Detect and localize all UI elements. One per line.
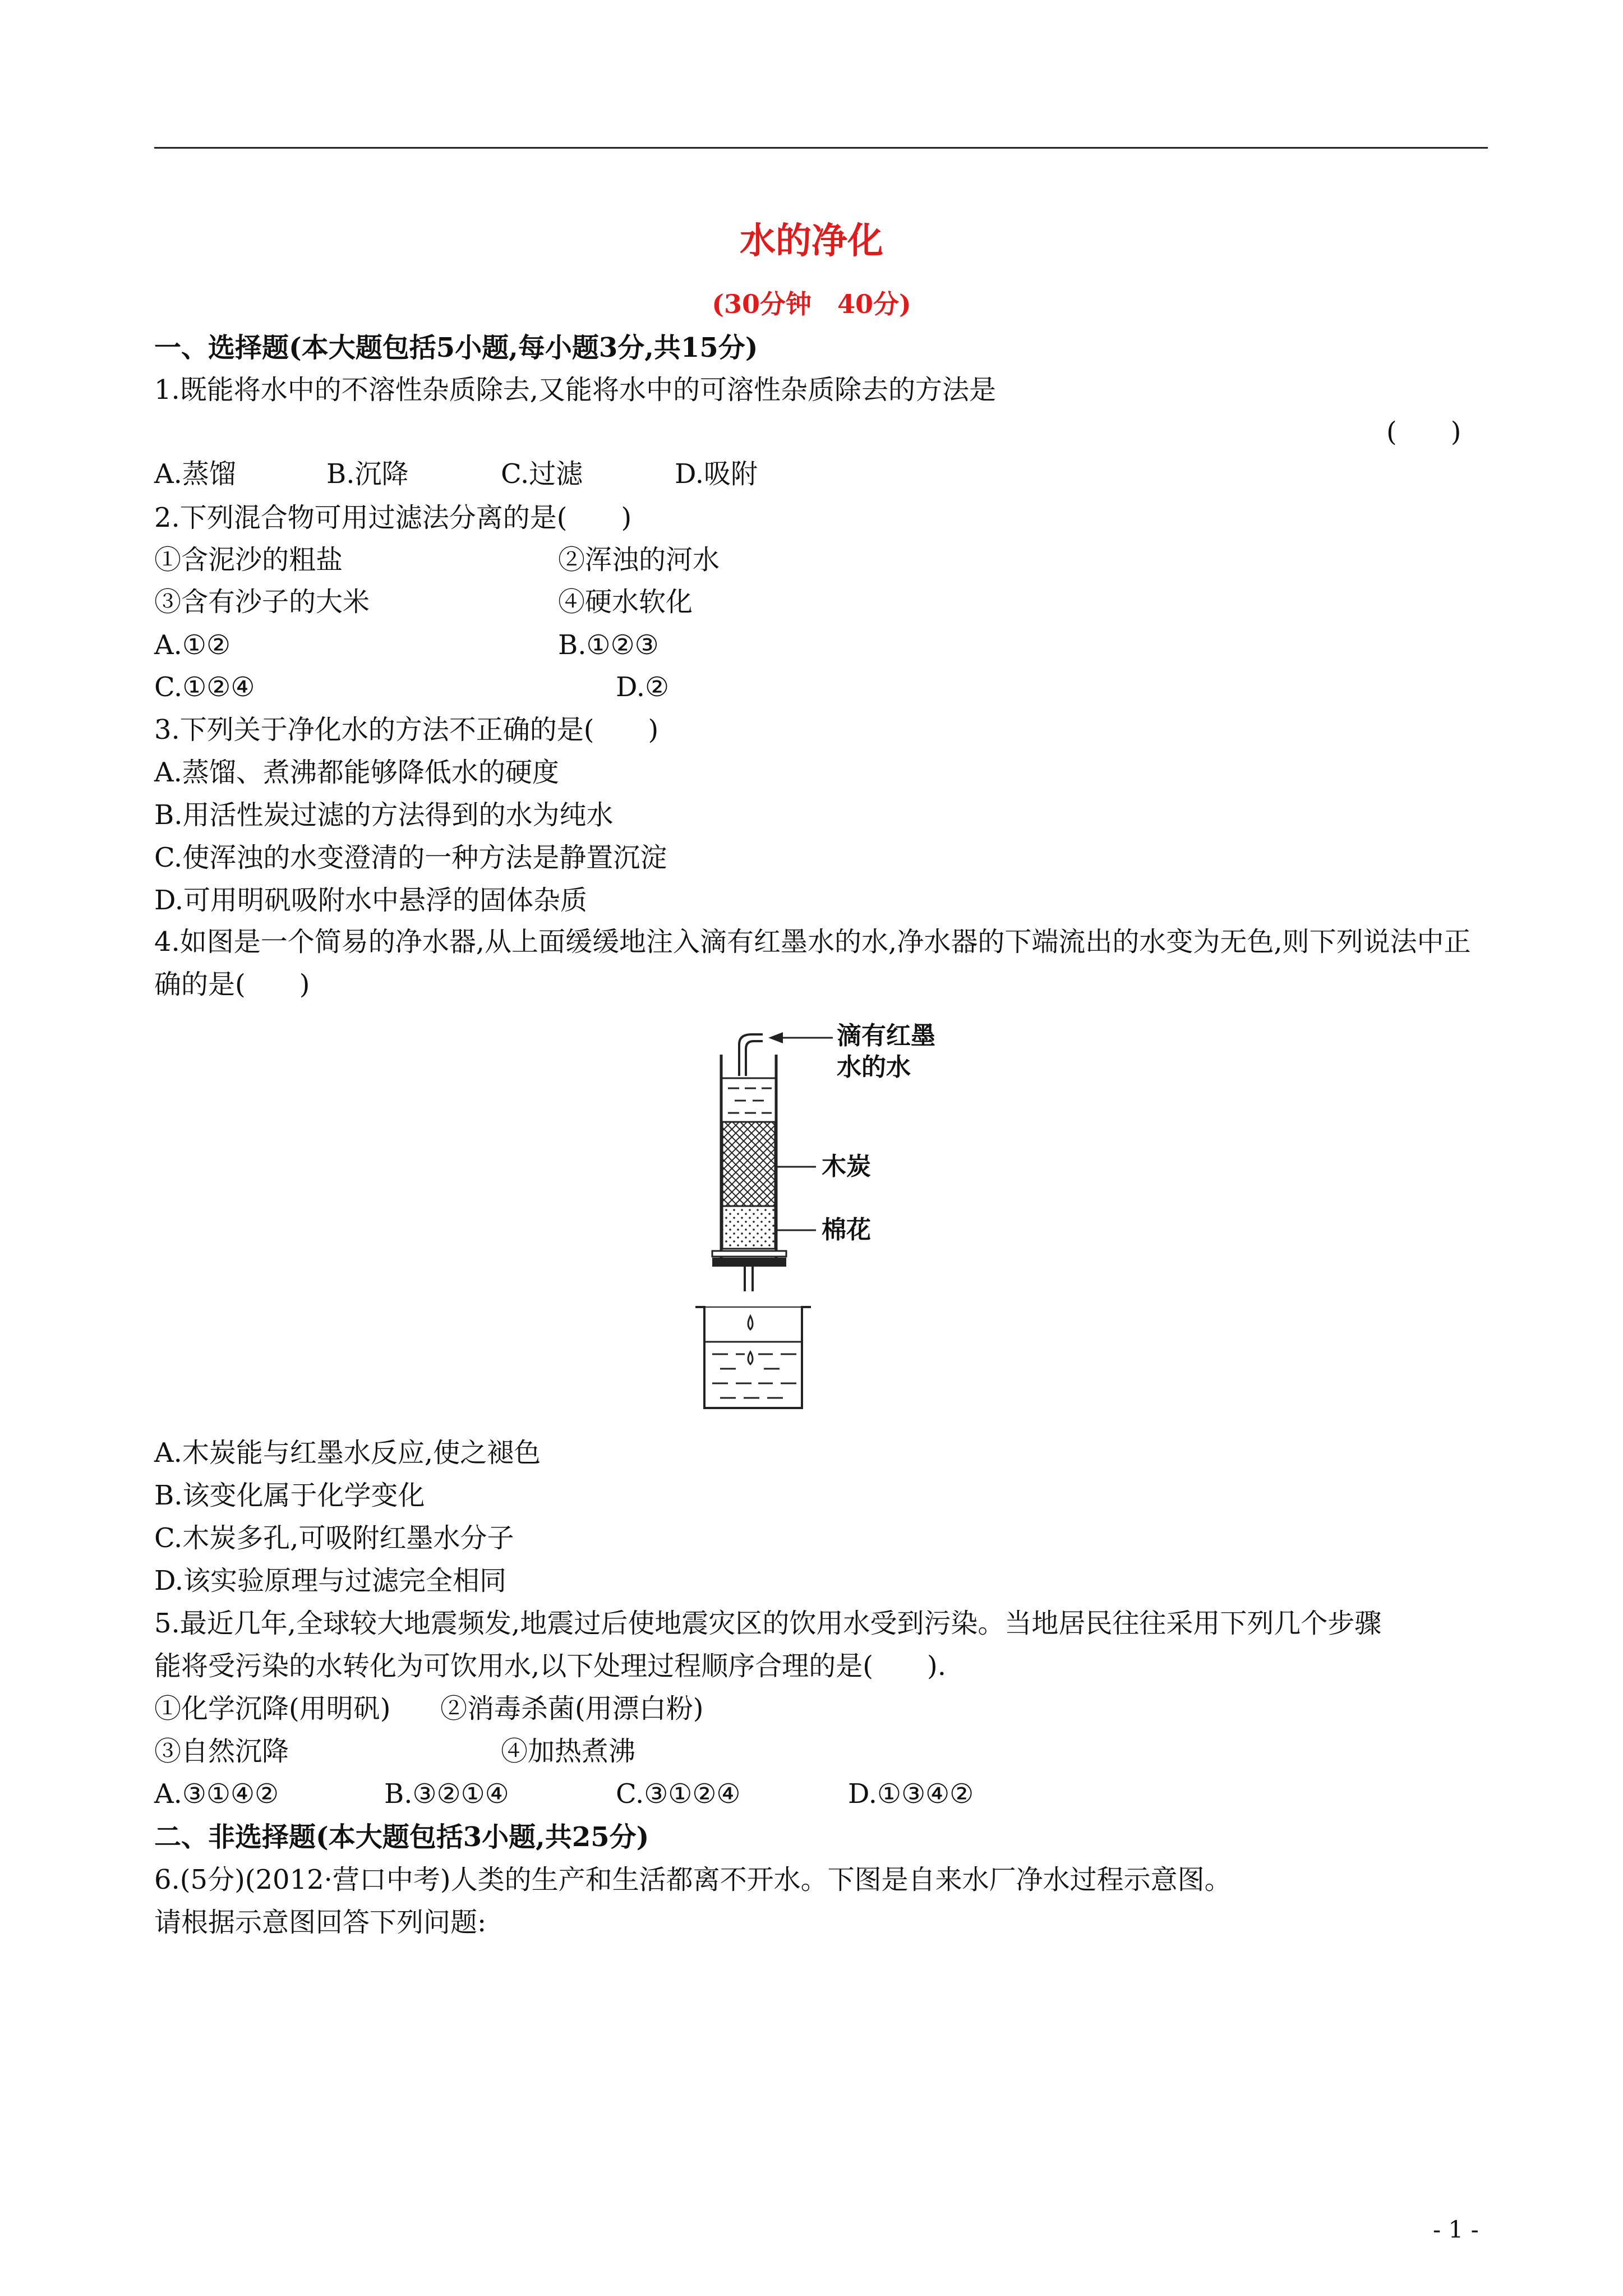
q3-option-a: A.蒸馏、煮沸都能够降低水的硬度 xyxy=(154,757,559,788)
cotton-layer xyxy=(722,1206,775,1249)
section2-heading: 二、非选择题(本大题包括3小题,共25分) xyxy=(154,1821,649,1853)
q5-item-1: ①化学沉降(用明矾) xyxy=(154,1693,391,1724)
q2-option-a: A.①② xyxy=(154,629,230,661)
section1-heading: 一、选择题(本大题包括5小题,每小题3分,共15分) xyxy=(154,332,758,364)
q6-stem-line1: 6.(5分)(2012·营口中考)人类的生产和生活都离不开水。下图是自来水厂净水过程示意图。 xyxy=(154,1864,1232,1895)
q1-option-d: D.吸附 xyxy=(675,458,758,490)
label-red-ink-water-1: 滴有红墨 xyxy=(837,1022,935,1050)
q4-option-b: B.该变化属于化学变化 xyxy=(154,1480,425,1511)
q2-item-4: ④硬水软化 xyxy=(558,586,693,618)
q6-stem-line2: 请根据示意图回答下列问题: xyxy=(154,1907,487,1938)
label-charcoal: 木炭 xyxy=(822,1152,871,1181)
q2-stem: 2.下列混合物可用过滤法分离的是( ) xyxy=(154,502,632,533)
q3-stem: 3.下列关于净化水的方法不正确的是( ) xyxy=(154,714,659,746)
page-title: 水的净化 xyxy=(740,220,883,262)
q4-option-d: D.该实验原理与过滤完全相同 xyxy=(154,1565,507,1596)
q4-option-a: A.木炭能与红墨水反应,使之褪色 xyxy=(154,1437,541,1469)
q2-option-b: B.①②③ xyxy=(558,629,659,661)
q5-stem-line1: 5.最近几年,全球较大地震频发,地震过后使地震灾区的饮用水受到污染。当地居民往往采用下列几个步骤 xyxy=(154,1608,1382,1639)
q2-option-d: D.② xyxy=(616,671,670,703)
q5-stem-line2: 能将受污染的水转化为可饮用水,以下处理过程顺序合理的是( ). xyxy=(154,1650,946,1682)
header-rule xyxy=(154,147,1488,149)
page-number: - 1 - xyxy=(1433,2216,1479,2243)
q5-item-4: ④加热煮沸 xyxy=(501,1736,636,1767)
label-red-ink-water-2: 水的水 xyxy=(837,1053,911,1082)
q3-option-b: B.用活性炭过滤的方法得到的水为纯水 xyxy=(154,799,614,831)
q4-stem: 4.如图是一个简易的净水器,从上面缓缓地注入滴有红墨水的水,净水器的下端流出的水变为无色,则下列说法中正确的是( ) xyxy=(154,926,1471,1000)
page-subtitle: (30分钟 40分) xyxy=(712,289,911,319)
q1-option-b: B.沉降 xyxy=(326,458,409,490)
water-purifier-figure xyxy=(673,1015,987,1419)
q1-option-a: A.蒸馏 xyxy=(154,458,236,490)
q5-option-a: A.③①④② xyxy=(154,1778,279,1810)
q5-item-3: ③自然沉降 xyxy=(154,1736,289,1767)
q2-item-3: ③含有沙子的大米 xyxy=(154,586,370,618)
q3-option-d: D.可用明矾吸附水中悬浮的固体杂质 xyxy=(154,885,588,916)
q5-item-2: ②消毒杀菌(用漂白粉) xyxy=(440,1693,704,1724)
q1-answer-paren: ( ) xyxy=(1386,416,1461,448)
inlet-tube xyxy=(746,1041,763,1076)
label-cotton: 棉花 xyxy=(822,1216,871,1244)
q5-option-b: B.③②①④ xyxy=(384,1778,509,1810)
q4-option-c: C.木炭多孔,可吸附红墨水分子 xyxy=(154,1522,514,1554)
q1-stem: 1.既能将水中的不溶性杂质除去,又能将水中的可溶性杂质除去的方法是 xyxy=(154,374,997,406)
q1-option-c: C.过滤 xyxy=(501,458,583,490)
q2-item-1: ①含泥沙的粗盐 xyxy=(154,544,343,576)
charcoal-layer xyxy=(722,1122,775,1206)
q2-item-2: ②浑浊的河水 xyxy=(558,544,720,576)
q5-option-d: D.①③④② xyxy=(848,1778,974,1810)
q5-option-c: C.③①②④ xyxy=(616,1778,741,1810)
q3-option-c: C.使浑浊的水变澄清的一种方法是静置沉淀 xyxy=(154,842,667,873)
q2-option-c: C.①②④ xyxy=(154,671,255,703)
